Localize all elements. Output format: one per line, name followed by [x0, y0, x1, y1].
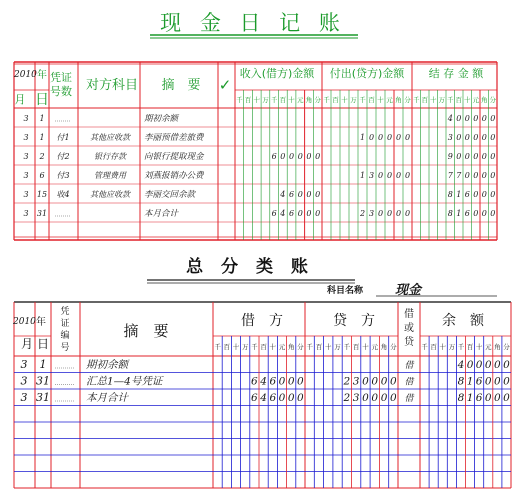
- cj-day: 1: [39, 114, 45, 123]
- gl-day: 31: [36, 374, 50, 388]
- gl-dir: 借: [404, 361, 414, 371]
- amount-digit: 6: [251, 375, 258, 388]
- digit-label: 元: [472, 96, 479, 104]
- amount-digit: 0: [368, 133, 375, 142]
- gl-dir: 借: [404, 394, 414, 404]
- amount-digit: 0: [490, 152, 496, 161]
- amount-digit: 0: [404, 133, 411, 142]
- cj-row: [23, 189, 495, 200]
- digit-label: 千: [306, 343, 313, 351]
- gl-year: 2010: [13, 317, 36, 327]
- amount-digit: 0: [371, 375, 379, 388]
- cj-month: 3: [23, 114, 29, 123]
- cj-row: [23, 170, 495, 181]
- amount-digit: 0: [362, 392, 369, 404]
- digit-label: 十: [464, 96, 471, 104]
- amount-digit: 0: [484, 375, 492, 388]
- cj-summary: 刘燕报销办公费: [144, 171, 204, 181]
- digit-label: 千: [214, 343, 221, 351]
- digit-label: 元: [297, 96, 304, 104]
- amount-digit: 6: [464, 190, 470, 199]
- amount-digit: 0: [297, 152, 303, 161]
- cj-credit: [359, 209, 410, 218]
- amount-digit: 0: [481, 133, 487, 142]
- cj-summary: 本月合计: [144, 209, 179, 219]
- general-ledger-title: 总 分 类 账: [186, 257, 314, 277]
- gl-month: 3: [20, 358, 28, 371]
- digit-label: 分: [390, 343, 397, 351]
- gl-row: [21, 391, 511, 404]
- gl-year-suffix: 年: [36, 317, 46, 328]
- digit-label: 千: [323, 96, 330, 104]
- digit-label: 百: [315, 343, 323, 351]
- amount-digit: 0: [484, 392, 492, 404]
- gl-balance-label: 余 额: [442, 313, 484, 329]
- digit-label: 十: [475, 343, 483, 351]
- cj-summary-label: 摘 要: [161, 78, 201, 93]
- amount-digit: 0: [380, 392, 388, 404]
- digit-label: 千: [251, 343, 258, 351]
- amount-digit: 0: [503, 375, 510, 388]
- gl-row: [21, 375, 511, 388]
- amount-digit: 6: [289, 190, 295, 199]
- digit-label: 分: [404, 96, 411, 104]
- gl-dir-label-1: 借: [404, 309, 414, 320]
- cj-month-label: 月: [14, 93, 26, 106]
- amount-digit: 2: [359, 209, 366, 218]
- amount-digit: 0: [289, 152, 295, 161]
- digit-label: 万: [438, 96, 445, 104]
- digit-label: 十: [232, 343, 240, 351]
- amount-digit: 0: [494, 392, 501, 404]
- amount-digit: 0: [395, 171, 402, 180]
- amount-digit: 8: [447, 209, 453, 218]
- digit-label: 十: [269, 343, 277, 351]
- cj-month: 3: [23, 171, 29, 180]
- amount-digit: 6: [251, 392, 258, 404]
- cj-counter: 其他应收款: [90, 190, 130, 199]
- digit-label: 百: [421, 96, 428, 104]
- digit-label: 千: [457, 343, 465, 351]
- amount-digit: 0: [456, 133, 462, 142]
- amount-digit: 8: [457, 392, 465, 404]
- digit-label: 角: [305, 96, 313, 104]
- cj-balance: [447, 114, 496, 123]
- gl-debit-label: 借 方: [241, 313, 283, 329]
- digit-label: 分: [297, 343, 304, 351]
- amount-digit: 0: [473, 171, 479, 180]
- amount-digit: 8: [447, 190, 453, 199]
- cj-day-label: 日: [35, 92, 49, 108]
- amount-digit: 1: [359, 171, 366, 180]
- amount-digit: 0: [481, 209, 487, 218]
- amount-digit: 0: [464, 114, 470, 123]
- gl-dir-label-2: 或: [404, 323, 414, 334]
- digit-label: 万: [262, 96, 269, 104]
- amount-digit: 0: [481, 190, 487, 199]
- cj-balance-label: 结 存 金 额: [428, 67, 484, 80]
- digit-label: 元: [485, 343, 492, 351]
- amount-digit: 0: [503, 359, 510, 371]
- digit-label: 千: [421, 343, 428, 351]
- amount-digit: 0: [494, 375, 501, 388]
- amount-digit: 1: [456, 209, 462, 218]
- amount-digit: 0: [481, 152, 487, 161]
- check-icon: ✓: [218, 76, 232, 94]
- cj-counter: 其他应收款: [90, 133, 130, 142]
- amount-digit: 4: [260, 392, 267, 404]
- digit-label: 十: [253, 96, 260, 104]
- gl-summary: 期初余额: [86, 359, 128, 371]
- cj-day: 2: [39, 152, 45, 161]
- digit-label: 百: [466, 343, 474, 351]
- cj-summary: 向银行提取现金: [144, 152, 204, 162]
- gl-day-label: 日: [36, 337, 50, 351]
- amount-digit: 0: [297, 392, 304, 404]
- digit-label: 百: [279, 96, 287, 104]
- amount-digit: 0: [404, 209, 411, 218]
- digit-label: 角: [380, 343, 388, 351]
- amount-digit: 6: [271, 152, 277, 161]
- cj-counter: 管理费用: [94, 171, 126, 180]
- gl-voucher-label-2: 证: [60, 319, 70, 329]
- amount-digit: 0: [475, 359, 483, 371]
- gl-row: [21, 358, 511, 371]
- cj-row: [23, 113, 495, 124]
- amount-digit: 0: [315, 190, 321, 199]
- amount-digit: 0: [362, 375, 369, 388]
- amount-digit: 0: [280, 152, 286, 161]
- amount-digit: 8: [457, 375, 465, 388]
- digit-label: 千: [359, 96, 366, 104]
- amount-digit: 0: [306, 152, 312, 161]
- cj-row: [23, 208, 495, 219]
- digit-label: 分: [503, 343, 510, 351]
- digit-label: 十: [325, 343, 332, 351]
- gl-dir: 借: [404, 377, 414, 388]
- gl-voucher-label-4: 号: [60, 343, 70, 353]
- amount-digit: 0: [287, 375, 295, 388]
- digit-label: 十: [430, 96, 437, 104]
- cj-day: 1: [39, 133, 45, 142]
- digit-label: 元: [278, 343, 286, 351]
- amount-digit: 0: [473, 209, 479, 218]
- cj-counter-label: 对方科目: [85, 78, 139, 93]
- gl-month: 3: [20, 374, 28, 388]
- amount-digit: 4: [447, 114, 453, 123]
- digit-label: 百: [244, 96, 252, 104]
- cj-month: 3: [23, 152, 29, 161]
- digit-label: 角: [494, 343, 501, 351]
- amount-digit: 0: [481, 114, 487, 123]
- digit-label: 百: [332, 96, 339, 104]
- amount-digit: 0: [456, 152, 462, 161]
- digit-label: 万: [334, 343, 341, 351]
- gl-day: 1: [39, 358, 47, 371]
- account-name-value: 现金: [395, 283, 422, 298]
- digit-label: 十: [288, 96, 295, 104]
- amount-digit: 0: [297, 209, 303, 218]
- amount-digit: 0: [380, 375, 388, 388]
- digit-label: 千: [447, 96, 454, 104]
- amount-digit: 0: [395, 133, 402, 142]
- cj-credit-label: 付出(贷方)金额: [329, 67, 405, 80]
- amount-digit: 0: [473, 190, 479, 199]
- cj-debit: [279, 190, 320, 199]
- gl-voucher-label-3: 编: [60, 331, 70, 341]
- gl-month-label: 月: [20, 337, 34, 351]
- amount-digit: 0: [386, 209, 393, 218]
- amount-digit: 0: [404, 171, 411, 180]
- amount-digit: 6: [269, 392, 277, 404]
- digit-label: 百: [352, 343, 360, 351]
- amount-digit: 1: [466, 375, 474, 388]
- amount-digit: 4: [280, 209, 286, 218]
- gl-voucher-label-1: 凭: [60, 307, 70, 317]
- amount-digit: 0: [297, 190, 303, 199]
- amount-digit: 0: [386, 133, 393, 142]
- gl-credit-label: 贷 方: [333, 313, 375, 329]
- amount-digit: 0: [390, 392, 397, 404]
- cash-journal-digit-labels: [236, 95, 496, 104]
- amount-digit: 3: [352, 375, 360, 388]
- amount-digit: 0: [371, 392, 379, 404]
- digit-label: 万: [241, 343, 249, 351]
- digit-label: 万: [448, 343, 456, 351]
- amount-digit: 6: [271, 209, 277, 218]
- cj-debit-label: 收入(借方)金额: [239, 67, 315, 80]
- amount-digit: 4: [457, 359, 465, 371]
- amount-digit: 0: [484, 359, 492, 371]
- amount-digit: 0: [456, 114, 462, 123]
- digit-label: 角: [395, 96, 402, 104]
- cj-voucher: 收4: [56, 190, 70, 199]
- cj-summary: 李丽交回余款: [144, 190, 196, 200]
- amount-digit: 0: [278, 392, 286, 404]
- digit-label: 百: [223, 343, 231, 351]
- amount-digit: 0: [494, 359, 501, 371]
- digit-label: 十: [377, 96, 384, 104]
- cj-voucher: 付1: [56, 133, 70, 142]
- cj-month: 3: [23, 133, 29, 142]
- cj-row: [23, 132, 495, 143]
- amount-digit: 0: [306, 190, 312, 199]
- amount-digit: 0: [390, 375, 397, 388]
- amount-digit: 9: [447, 152, 453, 161]
- digit-label: 千: [343, 343, 351, 351]
- amount-digit: 4: [280, 190, 286, 199]
- cj-month: 3: [23, 190, 29, 199]
- gl-month: 3: [20, 391, 28, 404]
- amount-digit: 0: [377, 171, 384, 180]
- cj-voucher-label-2: 号数: [50, 85, 72, 98]
- amount-digit: 0: [377, 209, 384, 218]
- gl-summary: 本月合计: [86, 392, 128, 404]
- amount-digit: 0: [464, 152, 470, 161]
- general-ledger-header: [12, 305, 485, 353]
- account-name-label: 科目名称: [327, 286, 364, 296]
- cj-day: 6: [39, 171, 45, 180]
- amount-digit: 0: [278, 375, 286, 388]
- amount-digit: 0: [473, 152, 479, 161]
- digit-label: 十: [362, 343, 369, 351]
- amount-digit: 0: [490, 190, 496, 199]
- cj-voucher: 付3: [56, 171, 70, 180]
- amount-digit: 0: [466, 359, 474, 371]
- cj-year: 2010: [14, 70, 37, 80]
- amount-digit: 2: [343, 375, 351, 388]
- cj-counter: 银行存款: [94, 152, 126, 161]
- amount-digit: 0: [306, 209, 312, 218]
- amount-digit: 1: [359, 133, 366, 142]
- amount-digit: 3: [352, 392, 360, 404]
- amount-digit: 0: [490, 171, 496, 180]
- amount-digit: 0: [473, 114, 479, 123]
- amount-digit: 3: [368, 209, 375, 218]
- digit-label: 分: [489, 96, 496, 104]
- digit-label: 分: [314, 96, 321, 104]
- digit-label: 元: [386, 96, 393, 104]
- digit-label: 十: [439, 343, 446, 351]
- digit-label: 角: [287, 343, 295, 351]
- amount-digit: 0: [464, 171, 470, 180]
- cj-year-suffix: 年: [37, 70, 47, 81]
- cj-day: 15: [36, 190, 48, 199]
- digit-label: 百: [368, 96, 375, 104]
- digit-label: 十: [341, 96, 348, 104]
- digit-label: 百: [260, 343, 267, 351]
- amount-digit: 3: [447, 133, 453, 142]
- gl-dir-label-3: 贷: [404, 337, 414, 348]
- amount-digit: 1: [466, 392, 474, 404]
- amount-digit: 0: [315, 152, 321, 161]
- amount-digit: 6: [464, 209, 470, 218]
- amount-digit: 1: [456, 190, 462, 199]
- gl-day: 31: [36, 391, 50, 404]
- amount-digit: 2: [343, 392, 351, 404]
- amount-digit: 6: [269, 375, 277, 388]
- amount-digit: 7: [447, 171, 453, 180]
- amount-digit: 0: [386, 171, 393, 180]
- amount-digit: 6: [475, 375, 483, 388]
- cj-month: 3: [23, 209, 29, 218]
- amount-digit: 0: [315, 209, 321, 218]
- amount-digit: 0: [490, 114, 496, 123]
- cj-summary: 李丽预借差旅费: [144, 133, 204, 143]
- amount-digit: 4: [260, 375, 267, 388]
- gl-summary-label: 摘 要: [123, 322, 169, 340]
- amount-digit: 6: [475, 392, 483, 404]
- amount-digit: 0: [490, 209, 496, 218]
- cj-summary: 期初余额: [144, 114, 179, 124]
- amount-digit: 6: [289, 209, 295, 218]
- digit-label: 千: [236, 96, 243, 104]
- cj-voucher: 付2: [56, 152, 70, 161]
- gl-summary: 汇总1—4号凭证: [86, 375, 163, 388]
- amount-digit: 3: [368, 171, 375, 180]
- amount-digit: 0: [481, 171, 487, 180]
- digit-label: 角: [481, 96, 488, 104]
- cj-row: [23, 151, 495, 162]
- amount-digit: 0: [395, 209, 402, 218]
- amount-digit: 7: [456, 171, 462, 180]
- amount-digit: 0: [297, 375, 304, 388]
- digit-label: 元: [371, 343, 378, 351]
- general-ledger-rows: [21, 358, 511, 404]
- amount-digit: 0: [473, 133, 479, 142]
- amount-digit: 0: [287, 392, 295, 404]
- amount-digit: 0: [377, 133, 384, 142]
- digit-label: 万: [350, 96, 357, 104]
- cj-day: 31: [36, 209, 48, 218]
- cj-voucher-label-1: 凭证: [50, 71, 72, 84]
- digit-label: 百: [430, 343, 437, 351]
- digit-label: 百: [455, 96, 462, 104]
- digit-label: 千: [270, 96, 278, 104]
- digit-label: 千: [413, 96, 420, 104]
- amount-digit: 0: [490, 133, 496, 142]
- amount-digit: 0: [503, 392, 510, 404]
- cash-journal-title: 现 金 日 记 账: [160, 11, 346, 35]
- amount-digit: 0: [464, 133, 470, 142]
